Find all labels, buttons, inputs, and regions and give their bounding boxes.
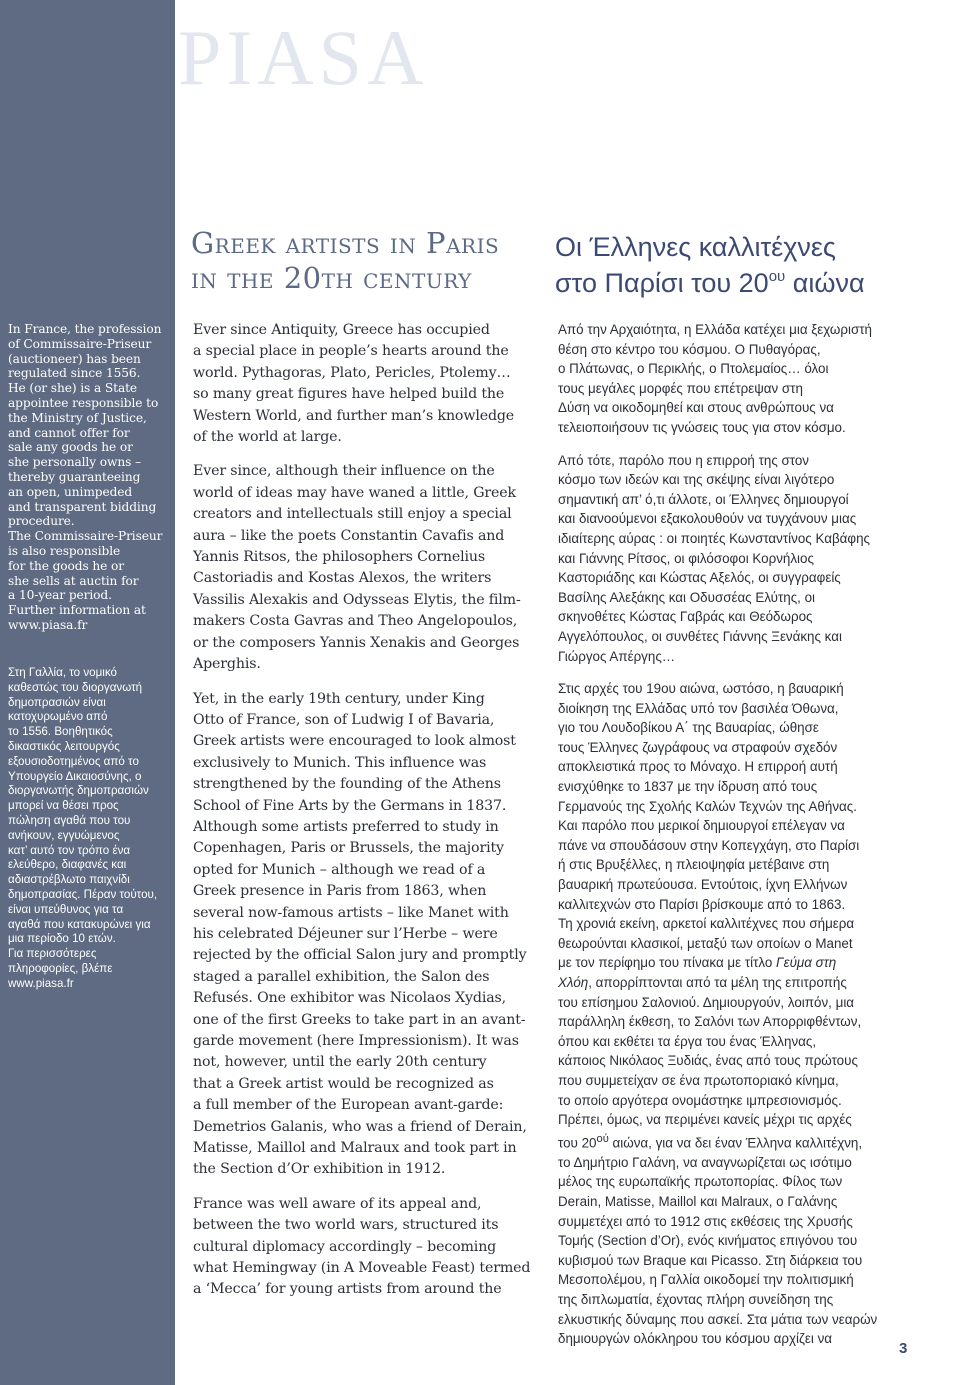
greek-paragraph-3-part-a: Στις αρχές του 19ου αιώνα, ωστόσο, η βαυαρική διοίκηση της Ελλάδας υπό τον βασιλέα Όθωνα, γιο του Λουδοβίκου Α΄ της Βαυαρίας, ώθησε τους Έλληνες ζωγράφους να στραφούν σχεδόν αποκλειστικά προς το Μόναχο. Η επιρροή αυτή ενισχύθηκε το 1837 με την ίδρυση από τους Γερμανούς της Σχολής Καλών Τεχνών της Αθήνας. Και παρόλο που μερικοί δημιουργοί επέλεγαν να πάνε να σπουδάσουν στην Κοπεγχάγη, στο Παρίσι ή στις Βρυξέλλες, η πλειοψηφία μετέβαινε στη βαυαρική πρωτεύουσα. Εντούτοις, ίχνη Ελλήνων καλλιτεχνών στο Παρίσι βρίσκουμε από το 1863. Τη χρονιά εκείνη, αρκετοί καλλιτέχνες που σήμερα θεωρούνται κλασικοί, μεταξύ των οποίων ο Manet με τον περίφημο του πίνακα με τίτλο [558,681,860,971]
page-number: 3 [899,1340,908,1357]
english-paragraph-2: Ever since, although their influence on the world of ideas may have waned a little, Greek creators and intellectuals still enjoy a special aura – like the poets Constantin Cavafis and Yannis Ritsos, the philosophers Cornelius Castoriadis and Kostas Alexos, the writers Vassilis Alexakis and Odysseas Elytis, the film- makers Costa Gavras and Theo Angelopoulos, or the composers Yannis Xenakis and Georges Aperghis. [193,463,521,673]
greek-title-line2-text: στο Παρίσι του 20 [555,268,769,298]
greek-paragraph-3-italic: Γεύμα στη Χλόη [558,955,837,990]
greek-title-line1: Οι Έλληνες καλλιτέχνες [555,232,836,262]
greek-paragraph-3-superscript: ού [596,1132,609,1145]
english-paragraph-1: Ever since Antiquity, Greece has occupied a special place in people’s hearts around the world. Pythagoras, Plato, Pericles, Ptolemy… so many great figures have helped build the Western World, and further man’s knowledge of the world at large. [193,322,515,446]
greek-paragraph-1: Από την Αρχαιότητα, η Ελλάδα κατέχει μια ξεχωριστή θέση στο κέντρο του κόσμου. Ο Πυθαγόρας, ο Πλάτωνας, ο Περικλής, ο Πτολεμαίος… όλοι τους μεγάλες μορφές που επέτρεψαν στη Δύση να οικοδομηθεί και στους ανθρώπους να τελειοποιήσουν τις γνώσεις τους για στον κόσμο. [558,322,872,435]
greek-paragraph-3-part-c: αιώνα, για να δει έναν Έλληνα καλλιτέχνη, το Δημήτριο Γαλάνη, να αναγνωρίζεται ως ισότιμο μέλος της ευρωπαϊκής πρωτοπορίας. Φίλος των Derain, Matisse, Maillol και Malraux, ο Γαλάνης συμμετέχει από το 1912 στις εκθέσεις της Χρυσής Τομής (Section d’Or), ενός κινήματος επιγόνου του κυβισμού των Braque και Picasso. Στη διάρκεια του Μεσοπολέμου, η Γαλλία οικοδομεί την πολιτισμική της διπλωματία, έχοντας πλήρη συνείδηση της ελκυστικής δύναμης που ασκεί. Στα μάτια των νεαρών δημιουργών ολόκληρου του κόσμου αρχίζει να [558,1135,878,1347]
english-paragraph-3: Yet, in the early 19th century, under King Otto of France, son of Ludwig I of Bavaria, Greek artists were encouraged to look almost exclusively to Munich. This influence was strengthened by the founding of the Athens School of Fine Arts by the Germans in 1837. Although some artists preferred to study in Copenhagen, Paris or Brussels, the majority opted for Munich – although we read of a Greek presence in Paris from 1863, when several now-famous artists – like Manet with his celebrated Déjeuner sur l’Herbe – were rejected by the official Salon jury and promptly staged a parallel exhibition, the Salon des Refusés. One exhibitor was Nicolaos Xydias, one of the first Greeks to take part in an avant- garde movement (here Impressionism). It was not, however, until the early 20th century that a Greek artist would be recognized as a full member of the European avant-garde: Demetrios Galanis, who was a friend of Derain, Matisse, Maillol and Malraux and took part in the Section d’Or exhibition in 1912. [193,690,527,1178]
sidebar-note-greek: Στη Γαλλία, το νομικό καθεστώς του διοργανωτή δημοπρασιών είναι κατοχυρωμένο από το 1556. Βοηθητικός δικαστικός λειτουργός εξουσιοδοτημένος από το Υπουργείο Δικαιοσύνης, ο διοργανωτής δημοπρασιών μπορεί να θέσει προς πώληση αγαθά που του ανήκουν, εγγυώμενος κατ’ αυτό τον τρόπο ένα ελεύθερο, διαφανές και αδιαστρέβλωτο παιχνίδι δημοπρασίας. Πέραν τούτου, είναι υπεύθυνος για τα αγαθά που κατακυρώνει για μια περίοδο 10 ετών. Για περισσότερες πληροφορίες, βλέπε www.piasa.fr [8,666,158,990]
english-column [193,320,543,1314]
greek-title-line2 [555,268,865,298]
article-title-english: Greek artists in Paris in the 20th century [191,226,500,295]
greek-column [558,320,938,1362]
greek-paragraph-3-part-b: , απορρίπτονται από τα μέλη της επιτροπής του επίσημου Σαλονιού. Δημιουργούν, λοιπόν, μια παράλληλη έκθεση, το Σαλόνι των Απορριφθέντων, όπου και εκθέτει τα έργα του ένας Έλληνας, κάποιος Νικόλαος Ξυδιάς, ένας από τους πρώτους που συμμετείχαν σε ένα πρωτοποριακό κίνημα, το οποίο αργότερα ονομάστηκε ιμπρεσιονισμός. Πρέπει, όμως, να περιμένει κανείς μέχρι τις αρχές του 20 [558,975,862,1151]
piasa-logo: PIASA [178,14,429,101]
greek-paragraph-2: Από τότε, παρόλο που η επιρροή της στον κόσμο των ιδεών και της σκέψης είναι λιγότερο σημαντική απ’ ό,τι άλλοτε, οι Έλληνες δημιουργοί και διανοούμενοι εξακολουθούν να τυγχάνουν μιας ιδιαίτερης αύρας : οι ποιητές Κωνσταντίνος Καβάφης και Γιάννης Ρίτσος, οι φιλόσοφοι Κορνήλιος Καστοριάδης και Κώστας Αξελός, οι συγγραφείς Βασίλης Αλεξάκης και Οδυσσέας Ελύτης, οι σκηνοθέτες Κώστας Γαβράς και Θεόδωρος Αγγελόπουλος, οι συνθέτες Γιάννης Ξενάκης και Γιώργος Απέργης… [558,452,870,664]
english-paragraph-4: France was well aware of its appeal and, between the two world wars, structured its cultural diplomacy accordingly – becoming what Hemingway (in A Moveable Feast) termed a ‘Mecca’ for young artists from around the [193,1195,531,1298]
greek-title-superscript: ου [768,268,786,285]
sidebar-note-french: In France, the profession of Commissaire-Priseur (auctioneer) has been regulated since 1556. He (or she) is a State appointee responsible to the Ministry of Justice, and cannot offer for sale any goods he or she personally owns – thereby guaranteeing an open, unimpeded and transparent bidding procedure. The Commissaire-Priseur is also responsible for the goods he or she sells at auctin for a 10-year period. Further information at www.piasa.fr [8,322,163,632]
greek-title-line2-end: αιώνα [785,268,865,298]
article-title-greek [555,229,865,301]
greek-paragraph-3 [558,679,938,1349]
